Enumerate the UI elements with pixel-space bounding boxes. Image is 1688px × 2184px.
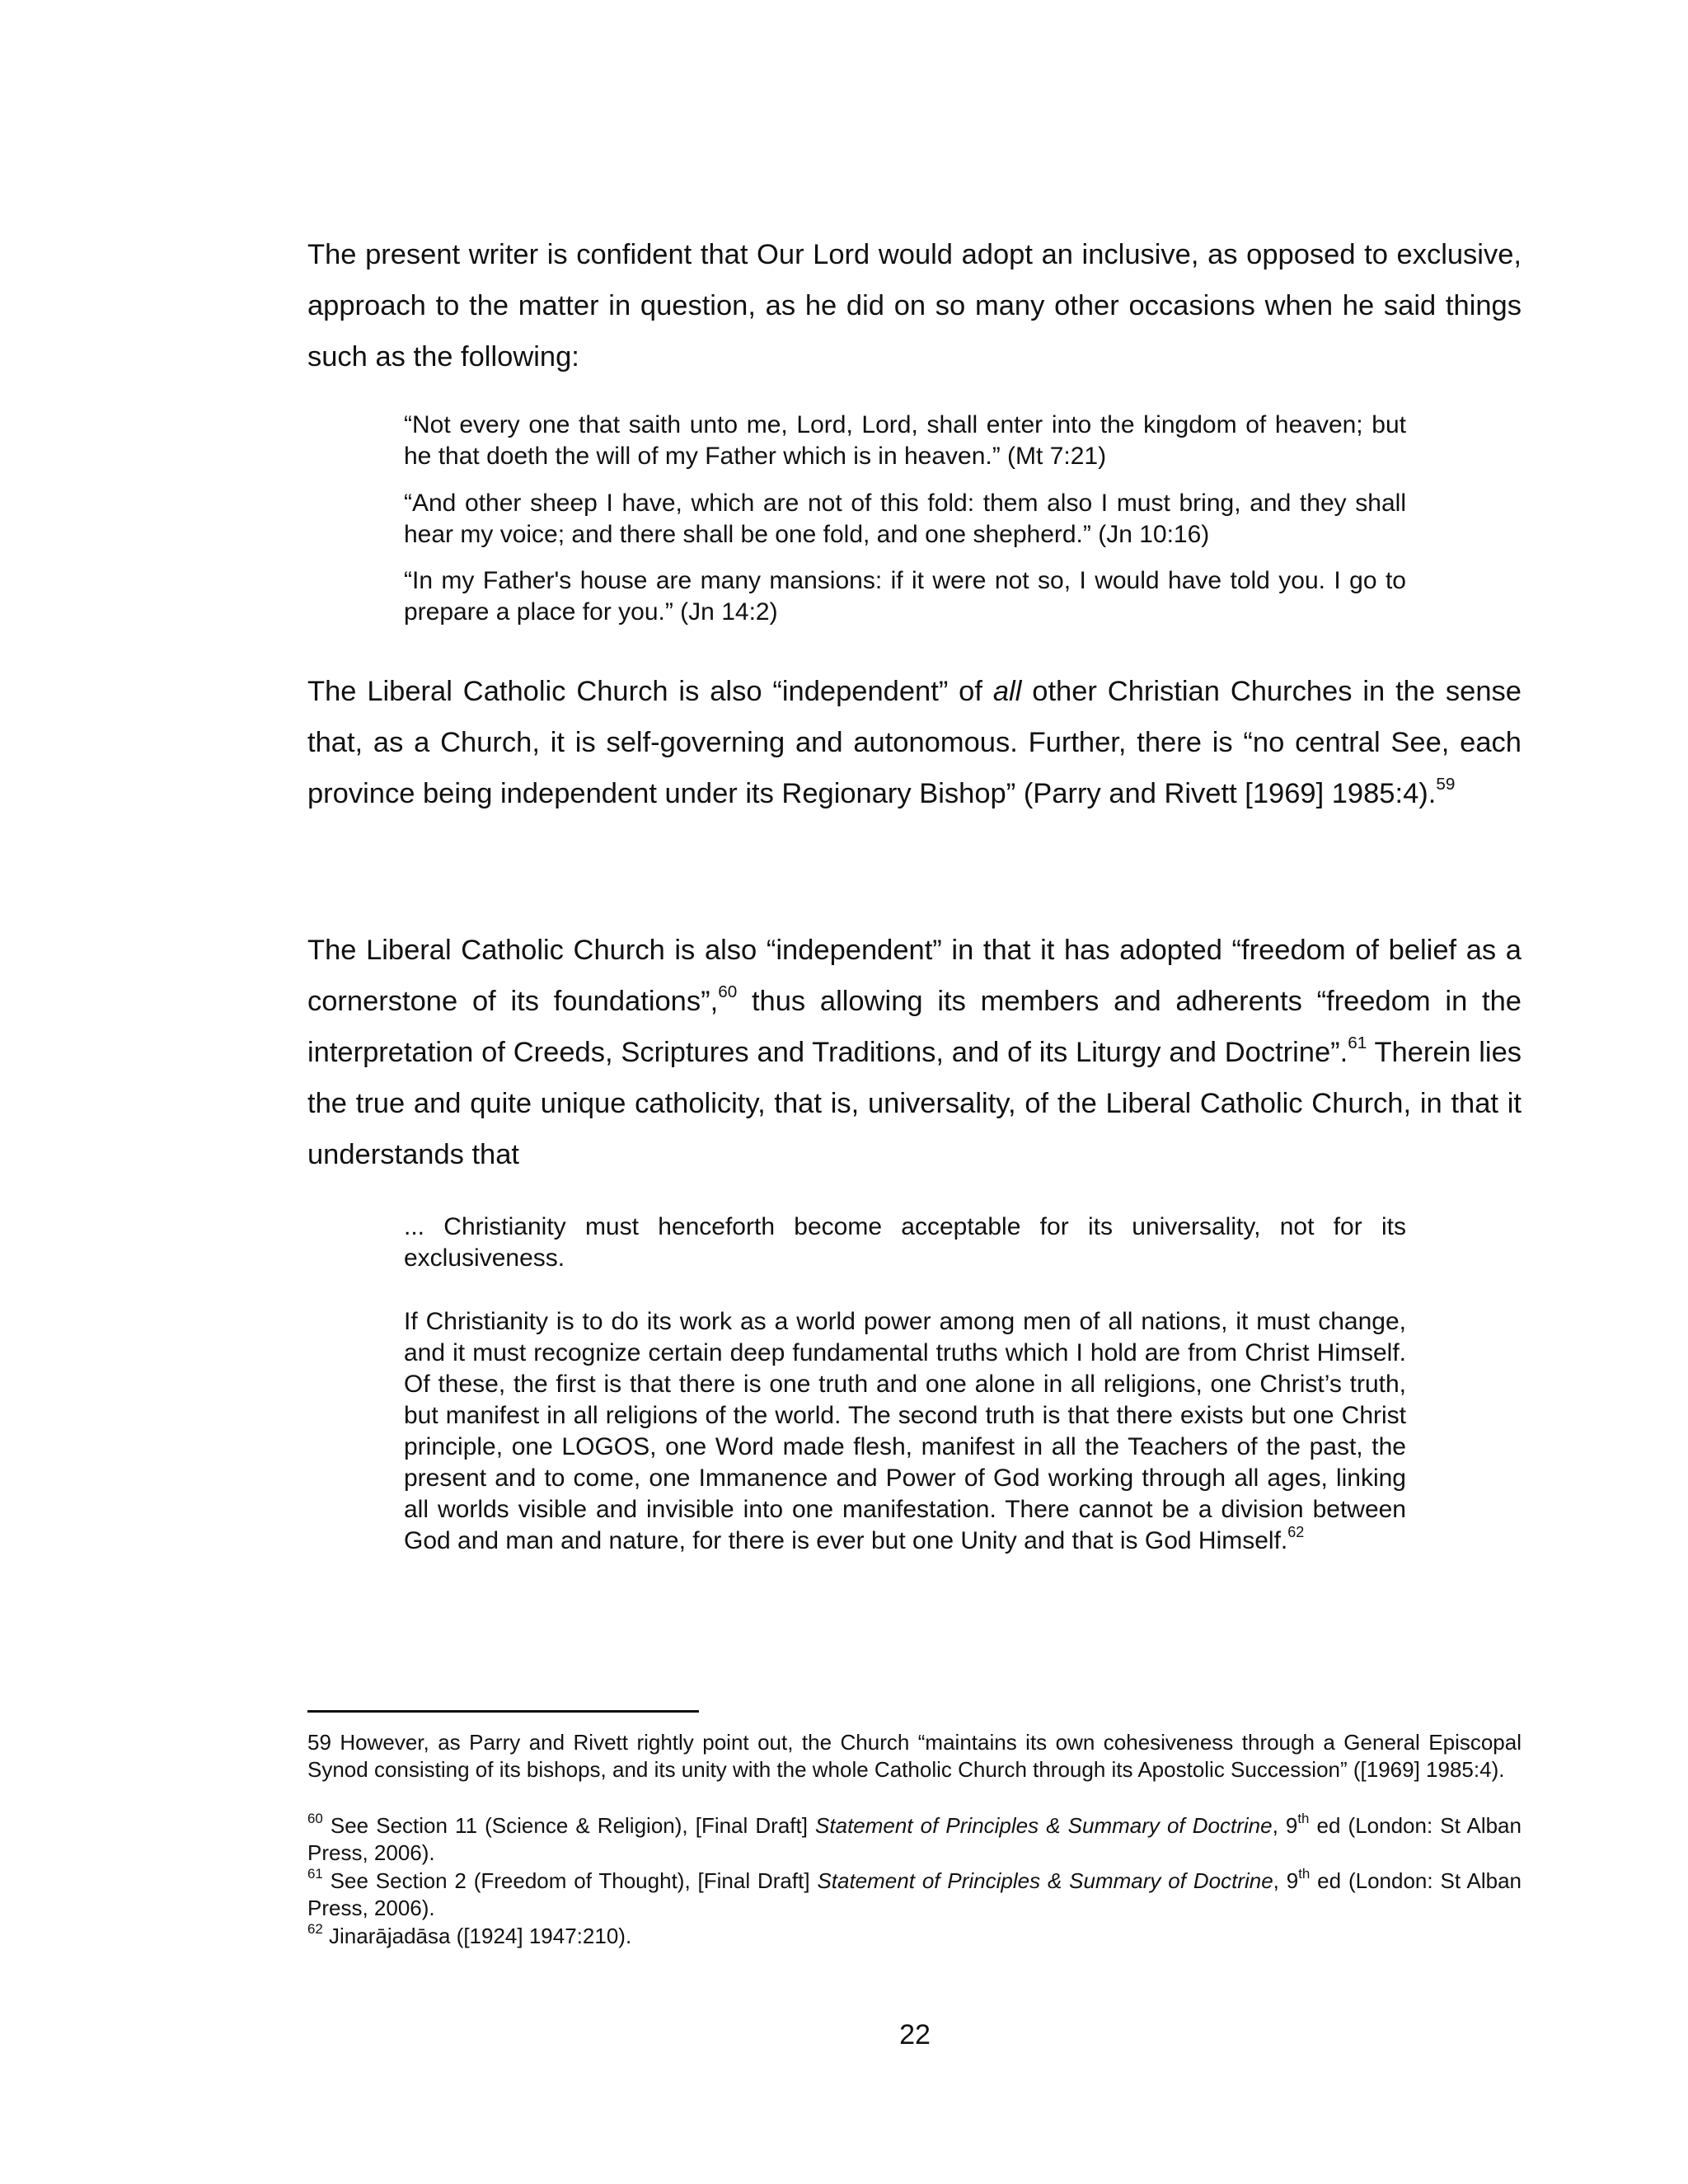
block-quote-jn-14-2 xyxy=(404,565,1406,628)
footnote-text: Jinarājadāsa ([1924] 1947:210). xyxy=(322,1924,632,1948)
quote-text: “And other sheep I have, which are not of this fold: them also I must bring, and they shall hear my voice; and there shall be one fold, and one shepherd.” (Jn 10:16) xyxy=(404,490,1406,548)
paragraph-text: The present writer is confident that Our Lord would adopt an inclusive, as opposed to exclusive, approach to the matter in question, as he did on so many other occasions when he said things such as the following: xyxy=(307,239,1522,373)
paragraph-text: The Liberal Catholic Church is also “independent” in that it has adopted “freedom of belief as a cornerstone of its foundations”, xyxy=(307,935,1522,1017)
quote-text: “Not every one that saith unto me, Lord, Lord, shall enter into the kingdom of heaven; but he that doeth the will of my Father which is in heaven.” (Mt 7:21) xyxy=(404,411,1406,470)
block-quote-world-power xyxy=(404,1306,1406,1557)
block-quote-mt-7-21 xyxy=(404,410,1406,472)
paragraph-text: other Christian Churches in the sense that, as a Church, it is self-governing and autonomous. Further, there is “no central See, each province being independent under its Regionary Bishop” (Parry and Rivett [1969] 1985:4). xyxy=(307,676,1522,809)
paragraph-text: thus allowing its members and adherents “freedom in the interpretation of Creeds, Scriptures and Traditions, and of its Liturgy and Doctrine”. xyxy=(307,986,1522,1068)
quote-text: ... Christianity must henceforth become acceptable for its universality, not for its exclusiveness. xyxy=(404,1213,1406,1272)
quote-text: If Christianity is to do its work as a world power among men of all nations, it must change, and it must recognize certain deep fundamental truths which I hold are from Christ Himself. Of these, the first is that there is one truth and one alone in all religions, one Christ’s truth, but manifest in all religions of the world. The second truth is that there exists but one Christ principle, one LOGOS, one Word made flesh, manifest in all the Teachers of the past, the present and to come, one Immanence and Power of God working through all ages, linking all worlds visible and invisible into one manifestation. There cannot be a division between God and man and nature, for there is ever but one Unity and that is God Himself. xyxy=(404,1308,1406,1554)
paragraph-text: Therein lies the true and quite unique catholicity, that is, universality, of the Liberal Catholic Church, in that it understands that xyxy=(307,1037,1522,1170)
footnote-text: , 9 xyxy=(1273,1868,1299,1893)
block-quote-universality xyxy=(404,1212,1406,1274)
block-quote-jn-10-16 xyxy=(404,488,1406,551)
footnote-ref-59[interactable]: 59 xyxy=(1436,775,1456,794)
footnote-60 xyxy=(307,1812,1522,1867)
footnote-title: Statement of Principles & Summary of Doctrine xyxy=(817,1868,1273,1893)
footnote-59 xyxy=(307,1729,1522,1783)
footnote-ref-60[interactable]: 60 xyxy=(718,982,738,1002)
body-paragraph-3 xyxy=(307,925,1522,1180)
footnote-text: See Section 11 (Science & Religion), [Final Draft] xyxy=(322,1813,816,1838)
ordinal-suffix: th xyxy=(1298,1865,1311,1882)
footnote-text: 59 However, as Parry and Rivett rightly point out, the Church “maintains its own cohesiveness through a General Episcopal Synod consisting of its bishops, and its unity with the whole Catholic Church through its Apostolic Succession” ([1969] 1985:4). xyxy=(307,1730,1522,1782)
footnote-text: , 9 xyxy=(1272,1813,1298,1838)
footnote-number: 60 xyxy=(307,1810,323,1826)
footnote-number: 61 xyxy=(307,1865,323,1882)
page-number: 22 xyxy=(899,2019,931,2050)
paragraph-text: The Liberal Catholic Church is also “independent” of xyxy=(307,676,993,707)
footnote-title: Statement of Principles & Summary of Doctrine xyxy=(815,1813,1273,1838)
footnote-61 xyxy=(307,1865,1522,1922)
footnote-separator xyxy=(307,1710,699,1713)
body-paragraph-2 xyxy=(307,666,1522,819)
footnote-text: See Section 2 (Freedom of Thought), [Final Draft] xyxy=(322,1868,818,1893)
footnote-text: ed (London: St Alban Press, 2006). xyxy=(307,1813,1522,1865)
footnote-number: 62 xyxy=(307,1920,323,1937)
footnote-text: ed (London: St Alban Press, 2006). xyxy=(307,1868,1522,1920)
footnote-ref-61[interactable]: 61 xyxy=(1348,1033,1367,1053)
quote-text: “In my Father's house are many mansions: if it were not so, I would have told you. I go to prepare a place for you.” (Jn 14:2) xyxy=(404,567,1406,626)
footnote-62 xyxy=(307,1920,1522,1950)
ordinal-suffix: th xyxy=(1297,1810,1310,1826)
emphasis-all: all xyxy=(992,676,1022,707)
body-paragraph-1 xyxy=(307,229,1522,382)
footnote-ref-62[interactable]: 62 xyxy=(1287,1524,1305,1541)
